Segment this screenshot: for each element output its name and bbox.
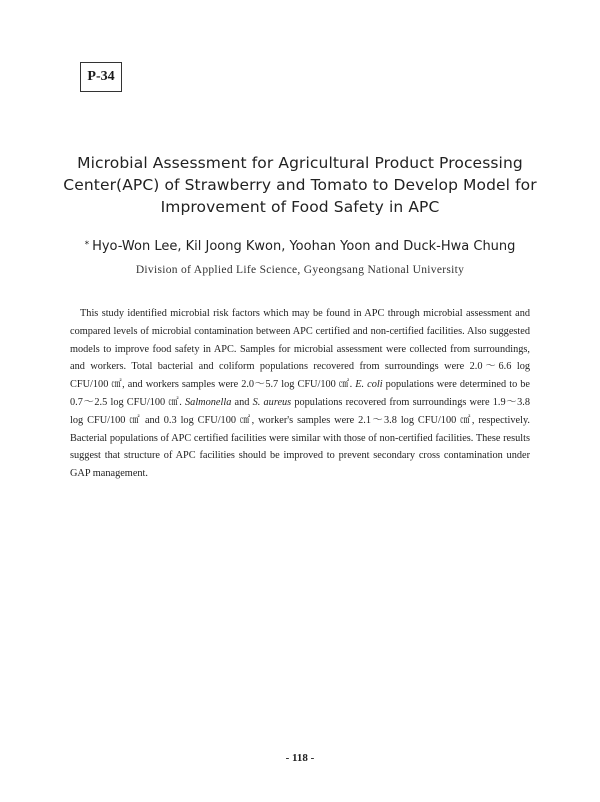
paper-title xyxy=(40,152,560,218)
abstract-text: populations were determined to be 0.7～2.5 log CFU/100 ㎠. xyxy=(70,379,530,408)
organism-salmonella: Salmonella xyxy=(185,396,232,408)
title-line: Improvement of Food Safety in APC xyxy=(160,198,440,216)
organism-ecoli: E. coli xyxy=(355,379,383,391)
organism-saureus: S. aureus xyxy=(252,396,292,408)
author-list xyxy=(40,238,560,256)
title-line: Microbial Assessment for Agricultural Product Processing xyxy=(77,154,523,172)
abstract-text: populations recovered from surroundings were 1.9～3.8 log CFU/100 ㎠ and 0.3 log CFU/100 ㎠, worker's samples were 2.1～3.8 log CFU/100 ㎠, respectively. Bacterial populations of APC certified facilities were similar with those of non-certified facilities. These results suggest that structure of APC facilities should be improved to prevent secondary cross contamination under GAP management. xyxy=(70,396,531,480)
author-names: Hyo-Won Lee, Kil Joong Kwon, Yoohan Yoon and Duck-Hwa Chung xyxy=(92,239,516,254)
abstract-body xyxy=(70,305,530,483)
abstract-text: This study identified microbial risk factors which may be found in APC through microbial assessment and compared levels of microbial contamination between APC certified and non-certified facilities. Also suggested models to improve food safety in APC. Samples for microbial assessment were collected from surroundings, and workers. Total bacterial and coliform populations recovered from surroundings were 2.0～6.6 log CFU/100 ㎠, and workers samples were 2.0～5.7 log CFU/100 ㎠. xyxy=(70,308,530,391)
title-line: Center(APC) of Strawberry and Tomato to Develop Model for xyxy=(63,176,537,194)
corresponding-marker: * xyxy=(84,240,90,250)
abstract-text: and xyxy=(231,396,253,408)
page-number: - 118 - xyxy=(285,752,315,764)
poster-label: P-34 xyxy=(80,62,122,92)
affiliation: Division of Applied Life Science, Gyeongsang National University xyxy=(135,264,465,276)
